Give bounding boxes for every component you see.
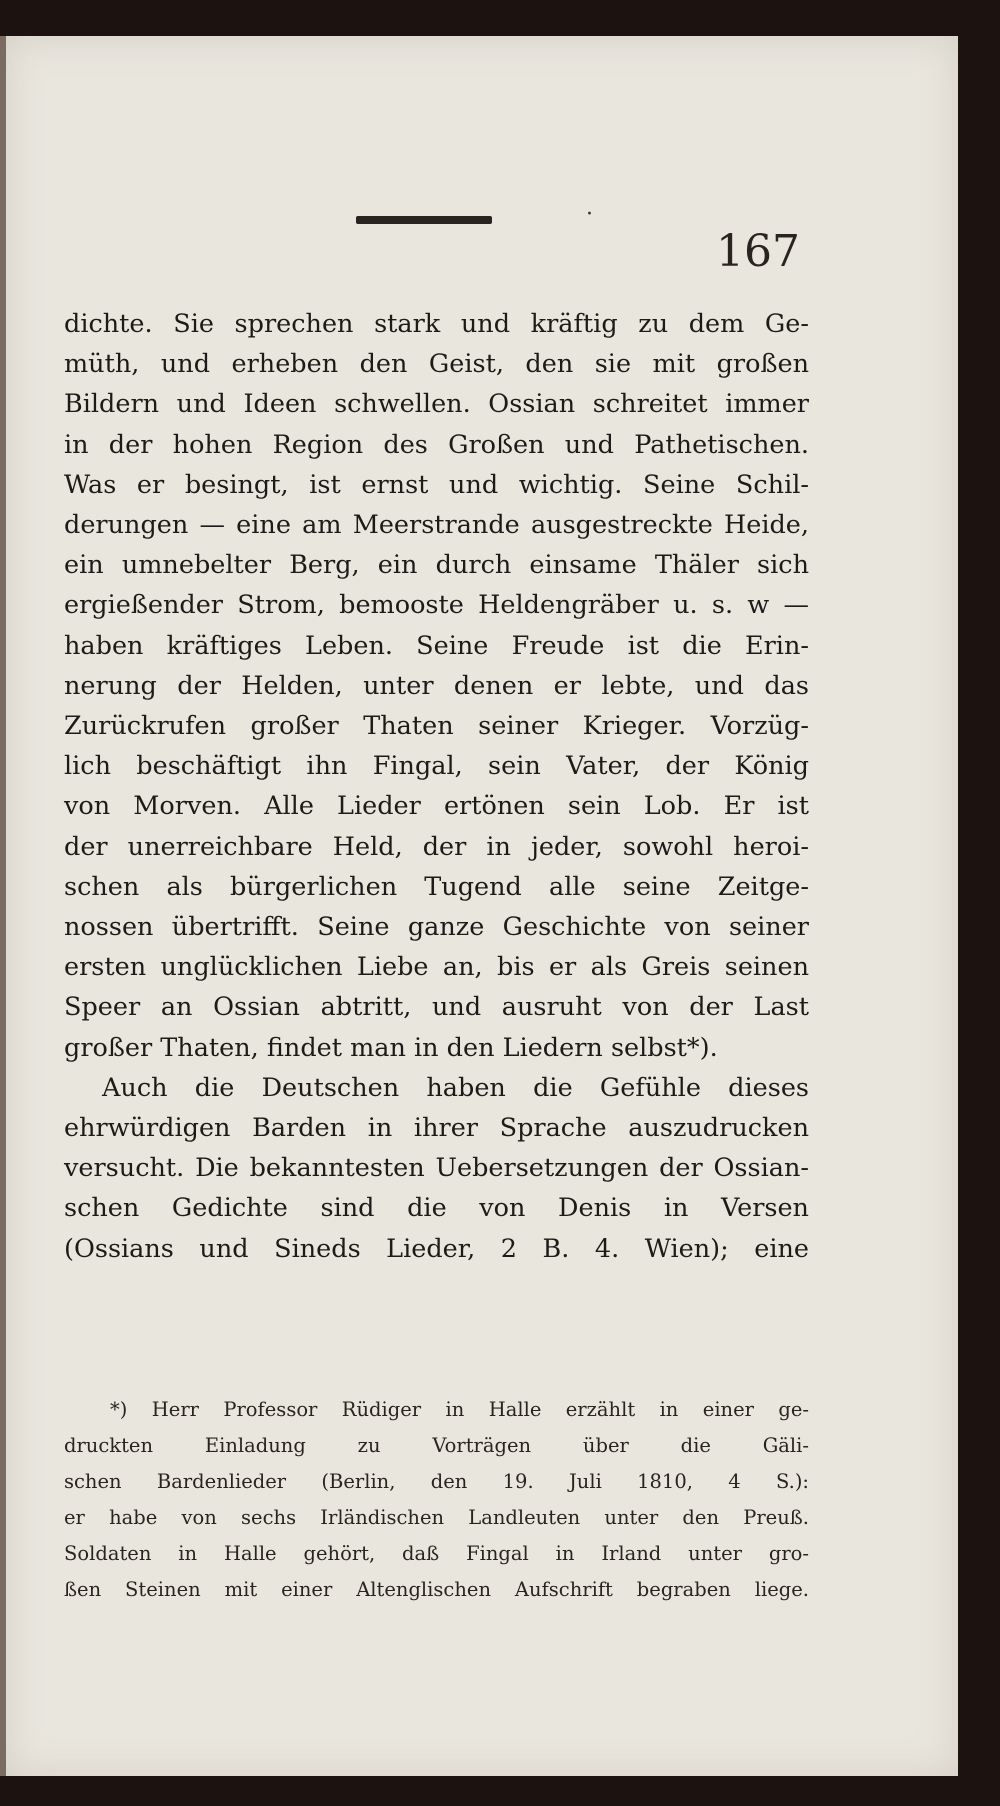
footnote-line: Soldaten in Halle gehört, daß Fingal in Irland unter gro- — [64, 1542, 809, 1565]
text-line: Auch die Deutschen haben die Gefühle dieses — [102, 1072, 809, 1103]
text-line: schen Gedichte sind die von Denis in Versen — [64, 1193, 809, 1224]
text-line: Was er besingt, ist ernst und wichtig. Seine Schil- — [64, 469, 809, 500]
text-line: ein umnebelter Berg, ein durch einsame Thäler sich — [64, 550, 809, 581]
book-page — [6, 36, 958, 1776]
text-line: nossen übertrifft. Seine ganze Geschichte von seiner — [64, 912, 809, 943]
text-line: großer Thaten, findet man in den Liedern selbst*). — [64, 1032, 718, 1063]
text-line: ergießender Strom, bemooste Heldengräber u. s. w — — [64, 590, 809, 621]
text-line: (Ossians und Sineds Lieder, 2 B. 4. Wien); eine — [64, 1233, 809, 1264]
footnote-line: schen Bardenlieder (Berlin, den 19. Juli 1810, 4 S.): — [64, 1470, 809, 1493]
text-line: schen als bürgerlichen Tugend alle seine Zeitge- — [64, 871, 809, 902]
text-line: dichte. Sie sprechen stark und kräftig zu dem Ge- — [64, 309, 809, 339]
text-line: ersten unglücklichen Liebe an, bis er als Greis seinen — [64, 952, 809, 983]
footnote-line: er habe von sechs Irländischen Landleuten unter den Preuß. — [64, 1506, 809, 1529]
header-rule — [356, 216, 492, 224]
text-line: Speer an Ossian abtritt, und ausruht von der Last — [64, 992, 809, 1023]
text-line: der unerreichbare Held, der in jeder, sowohl heroi- — [64, 831, 809, 862]
text-line: nerung der Helden, unter denen er lebte, und das — [64, 670, 809, 701]
text-line: versucht. Die bekanntesten Uebersetzungen der Ossian- — [64, 1153, 809, 1184]
text-line: lich beschäftigt ihn Fingal, sein Vater, der König — [64, 751, 809, 782]
header-ornament: · — [586, 202, 593, 227]
text-line: Zurückrufen großer Thaten seiner Krieger. Vorzüg- — [64, 711, 809, 742]
footnote-line: ßen Steinen mit einer Altenglischen Aufschrift begraben liege. — [64, 1578, 809, 1601]
footnote-line: *) Herr Professor Rüdiger in Halle erzählt in einer ge- — [110, 1398, 809, 1421]
footnote-line: druckten Einladung zu Vorträgen über die Gäli- — [64, 1434, 809, 1457]
text-line: haben kräftiges Leben. Seine Freude ist die Erin- — [64, 630, 809, 661]
text-line: von Morven. Alle Lieder ertönen sein Lob. Er ist — [64, 791, 809, 822]
text-line: in der hohen Region des Großen und Pathetischen. — [64, 429, 809, 460]
text-line: Bildern und Ideen schwellen. Ossian schreitet immer — [64, 389, 809, 420]
page-number: 167 — [716, 226, 800, 277]
text-line: ehrwürdigen Barden in ihrer Sprache auszudrucken — [64, 1113, 809, 1144]
text-line: derungen — eine am Meerstrande ausgestreckte Heide, — [64, 510, 809, 541]
text-line: müth, und erheben den Geist, den sie mit großen — [64, 349, 809, 380]
body-text — [64, 304, 809, 1269]
footnote — [64, 1392, 809, 1608]
